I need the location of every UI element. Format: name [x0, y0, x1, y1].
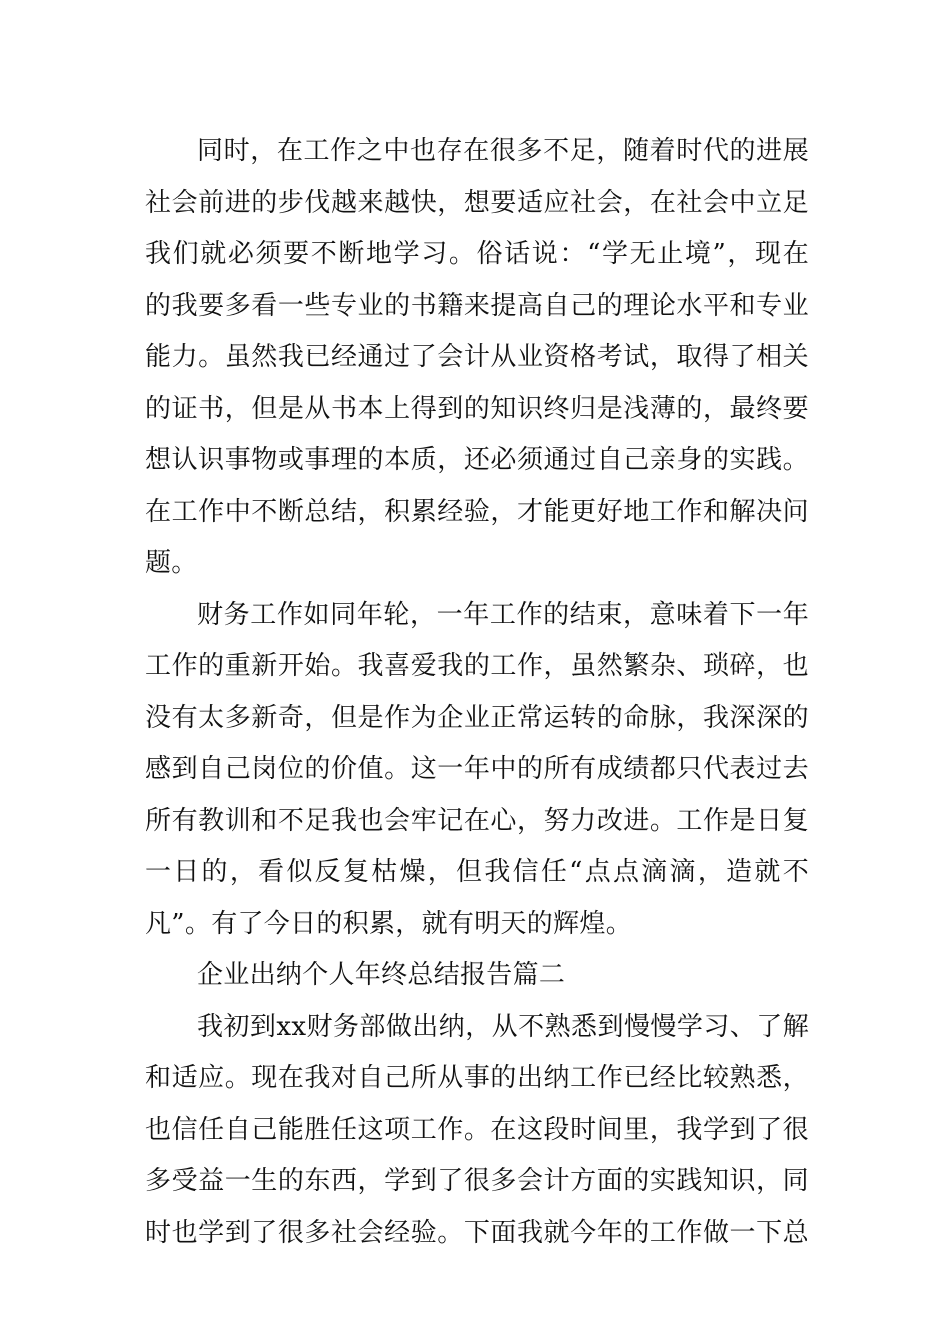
text-line: 也信任自己能胜任这项工作。在这段时间里，我学到了很 [145, 1114, 809, 1145]
text-line: 没有太多新奇，但是作为企业正常运转的命脉，我深深的 [145, 702, 809, 733]
text-line: 同时，在工作之中也存在很多不足，随着时代的进展 [197, 136, 809, 166]
text-line: 时也学到了很多社会经验。下面我就今年的工作做一下总 [145, 1217, 809, 1248]
text-line: 想认识事物或事理的本质，还必须通过自己亲身的实践。 [145, 445, 809, 475]
text-line: 能力。虽然我已经通过了会计从业资格考试，取得了相关 [145, 342, 809, 372]
section-heading [145, 950, 809, 1002]
text-line: 工作的重新开始。我喜爱我的工作，虽然繁杂、琐碎，也 [145, 651, 809, 681]
text-line: 社会前进的步伐越来越快，想要适应社会，在社会中立足 [145, 187, 809, 218]
text-line: 所有教训和不足我也会牢记在心，努力改进。工作是日复 [145, 805, 809, 836]
text-line: 我们就必须要不断地学习。俗话说：“学无止境”，现在 [145, 239, 809, 269]
text-line: 的我要多看一些专业的书籍来提高自己的理论水平和专业 [145, 290, 809, 321]
text-line: 感到自己岗位的价值。这一年中的所有成绩都只代表过去 [145, 754, 809, 784]
text-line: 我初到xx财务部做出纳，从不熟悉到慢慢学习、了解 [197, 1011, 809, 1042]
text-line: 一日的，看似反复枯燥，但我信任“点点滴滴，造就不 [145, 857, 809, 887]
text-line: 的证书，但是从书本上得到的知识终归是浅薄的，最终要 [145, 393, 809, 424]
text-line: 多受益一生的东西，学到了很多会计方面的实践知识，同 [145, 1166, 809, 1196]
paragraph-cashier-intro [145, 1002, 809, 1260]
text-line: 凡”。有了今日的积累，就有明天的辉煌。 [145, 908, 632, 939]
paragraph-self-study [145, 126, 809, 590]
text-line: 财务工作如同年轮，一年工作的结束，意味着下一年 [197, 599, 809, 630]
text-line: 在工作中不断总结，积累经验，才能更好地工作和解决问 [145, 496, 809, 527]
section-heading-text: 企业出纳个人年终总结报告篇二 [197, 960, 566, 990]
paragraph-year-ring [145, 590, 809, 951]
text-line: 和适应。现在我对自己所从事的出纳工作已经比较熟悉， [145, 1063, 809, 1093]
document-body [145, 126, 809, 1259]
text-line: 题。 [145, 548, 198, 578]
